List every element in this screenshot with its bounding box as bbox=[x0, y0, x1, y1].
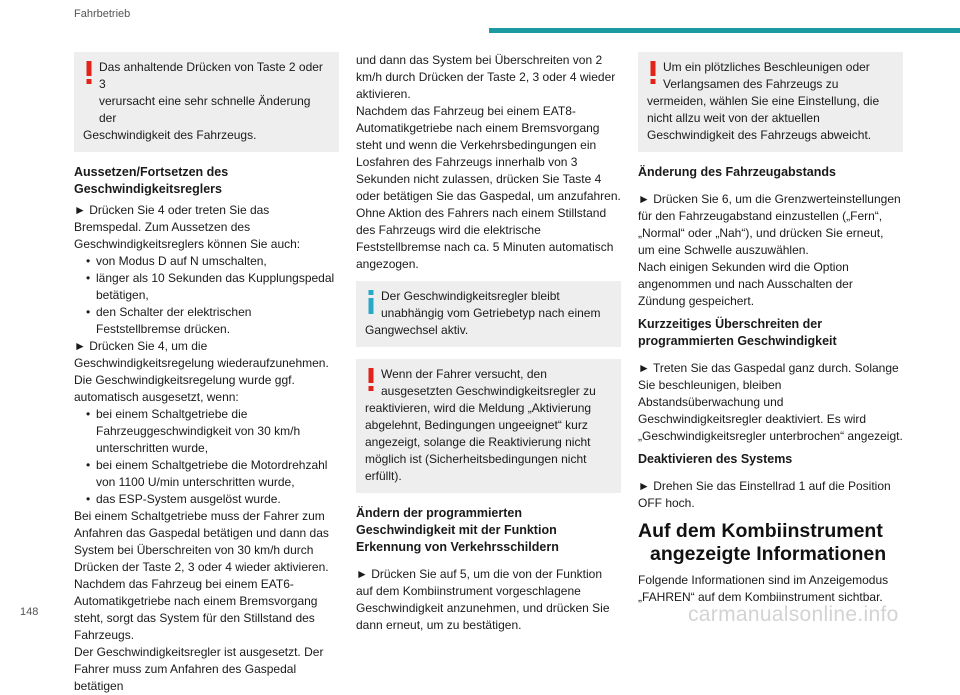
column-1 bbox=[74, 52, 339, 695]
paragraph: Der Geschwindigkeitsregler ist ausgesetzt. Der Fahrer muss zum Anfahren des Gaspedal betätigen bbox=[74, 645, 324, 693]
heading-exceed: Kurzzeitiges Überschreiten der programmierten Geschwindigkeit bbox=[638, 317, 837, 348]
heading-change-speed: Ändern der programmierten Geschwindigkeit mit der Funktion Erkennung von Verkehrsschildern bbox=[356, 506, 559, 554]
info-text-1: Der Geschwindigkeitsregler bleibt bbox=[381, 289, 560, 303]
list-item: • den Schalter der elektrischen Feststellbremse drücken. bbox=[86, 304, 339, 338]
list-item: • das ESP-System ausgelöst wurde. bbox=[86, 491, 339, 508]
warning-box bbox=[638, 52, 903, 152]
paragraph: ► Drücken Sie 6, um die Grenzwerteinstellungen für den Fahrzeugabstand einzustellen („Fern“, „Normal“ oder „Nah“), und drücken Sie erneut, um eine Schwelle auszuwählen. bbox=[638, 192, 901, 257]
paragraph: ► Drücken Sie 4, um die Geschwindigkeitsregelung wiederaufzunehmen. Die Geschwindigkeitsregelung wurde ggf. automatisch ausgesetzt, wenn: bbox=[74, 339, 329, 404]
info-text-2: unabhängig vom Getriebetyp nach einem bbox=[381, 306, 601, 320]
heading-distance: Änderung des Fahrzeugabstands bbox=[638, 165, 836, 179]
warning-box bbox=[356, 359, 621, 493]
paragraph: Nachdem das Fahrzeug bei einem EAT8-Automatikgetriebe nach einem Bremsvorgang steht und wenn die Verkehrsbedingungen ein Losfahren des Fahrzeugs innerhalb von 3 Sekunden nicht zulassen, drücken Sie Taste 4 oder betätigen Sie das Gaspedal, um anzufahren. bbox=[356, 104, 621, 203]
warning-text-1: Das anhaltende Drücken von Taste 2 oder 3 bbox=[99, 60, 323, 91]
paragraph: und dann das System bei Überschreiten von 2 km/h durch Drücken der Taste 2, 3 oder 4 wieder aktivieren. bbox=[356, 53, 616, 101]
list-item: • bei einem Schaltgetriebe die Fahrzeuggeschwindigkeit von 30 km/h unterschritten wurde, bbox=[86, 406, 339, 457]
paragraph: ► Treten Sie das Gaspedal ganz durch. Solange Sie beschleunigen, bleiben Abstandsüberwachung und Geschwindigkeitsregler deaktiviert. Es wird „Geschwindigkeitsregler unterbrochen“ angezeigt. bbox=[638, 361, 903, 443]
paragraph: ► Drücken Sie 4 oder treten Sie das Bremspedal. Zum Aussetzen des Geschwindigkeitsreglers können Sie auch: bbox=[74, 203, 301, 251]
list-item: • bei einem Schaltgetriebe die Motordrehzahl von 1100 U/min unterschritten wurde, bbox=[86, 457, 339, 491]
bullet-list bbox=[74, 406, 339, 508]
warning-text-2: verursacht eine sehr schnelle Änderung der bbox=[99, 94, 311, 125]
paragraph: Bei einem Schaltgetriebe muss der Fahrer zum Anfahren das Gaspedal betätigen und dann das System bei Überschreiten von 30 km/h durch Drücken der Taste 2, 3 oder 4 wieder aktivieren. bbox=[74, 509, 329, 574]
list-item: • länger als 10 Sekunden das Kupplungspedal betätigen, bbox=[86, 270, 339, 304]
bullet-list bbox=[74, 253, 339, 338]
warning-exclamation-icon bbox=[367, 368, 375, 392]
warning-exclamation-icon bbox=[85, 61, 93, 85]
warning-text-1: Wenn der Fahrer versucht, den bbox=[381, 367, 547, 381]
watermark: carmanualsonline.info bbox=[688, 603, 899, 626]
paragraph: ► Drücken Sie auf 5, um die von der Funktion auf dem Kombiinstrument vorgeschlagene Geschwindigkeit anzunehmen, und drücken Sie dann erneut, um zu bestätigen. bbox=[356, 567, 610, 632]
paragraph: Nachdem das Fahrzeug bei einem EAT6-Automatikgetriebe nach einem Bremsvorgang steht, sorgt das System für den Stillstand des Fahrzeugs. bbox=[74, 577, 318, 642]
warning-exclamation-icon bbox=[649, 61, 657, 85]
section-heading-cluster-info bbox=[638, 520, 903, 566]
paragraph: Folgende Informationen sind im Anzeigemodus „FAHREN“ auf dem Kombiinstrument sichtbar. bbox=[638, 573, 889, 604]
header-accent-bar bbox=[489, 28, 960, 33]
warning-text-1: Um ein plötzliches Beschleunigen oder bbox=[663, 60, 870, 74]
warning-text-2: Verlangsamen des Fahrzeugs zu bbox=[663, 77, 839, 91]
paragraph: Nach einigen Sekunden wird die Option angenommen und nach Ausschalten der Zündung gespeichert. bbox=[638, 260, 853, 308]
section-title: Fahrbetrieb bbox=[74, 8, 131, 20]
warning-text-2: ausgesetzten Geschwindigkeitsregler zu bbox=[381, 384, 596, 398]
column-3 bbox=[638, 52, 903, 606]
paragraph: ► Drehen Sie das Einstellrad 1 auf die Position OFF hoch. bbox=[638, 479, 891, 510]
section-heading-line-1: Auf dem Kombiinstrument bbox=[638, 520, 883, 542]
heading-deactivate: Deaktivieren des Systems bbox=[638, 452, 793, 466]
paragraph: Ohne Aktion des Fahrers nach einem Stillstand des Fahrzeugs wird die elektrische Feststellbremse nach ca. 5 Minuten automatisch angezogen. bbox=[356, 206, 614, 271]
warning-text-rest: reaktivieren, wird die Meldung „Aktivierung abgelehnt, Bedingungen ungeeignet“ kurz angezeigt, solange die Reaktivierung nicht möglich ist (Sicherheitsbedingungen nicht erfüllt). bbox=[365, 401, 592, 483]
warning-text-rest: vermeiden, wählen Sie eine Einstellung, die nicht allzu weit von der aktuellen Geschwindigkeit des Fahrzeugs abweicht. bbox=[647, 94, 880, 142]
section-heading-line-2: angezeigte Informationen bbox=[650, 543, 887, 565]
column-2 bbox=[356, 52, 621, 634]
warning-text-3: Geschwindigkeit des Fahrzeugs. bbox=[83, 128, 257, 142]
warning-box bbox=[74, 52, 339, 152]
info-icon bbox=[367, 290, 375, 314]
heading-pause-resume: Aussetzen/Fortsetzen des Geschwindigkeitsreglers bbox=[74, 165, 229, 196]
info-text-3: Gangwechsel aktiv. bbox=[365, 323, 469, 337]
info-box bbox=[356, 281, 621, 347]
list-item: • von Modus D auf N umschalten, bbox=[86, 253, 339, 270]
page-number: 148 bbox=[20, 606, 39, 618]
